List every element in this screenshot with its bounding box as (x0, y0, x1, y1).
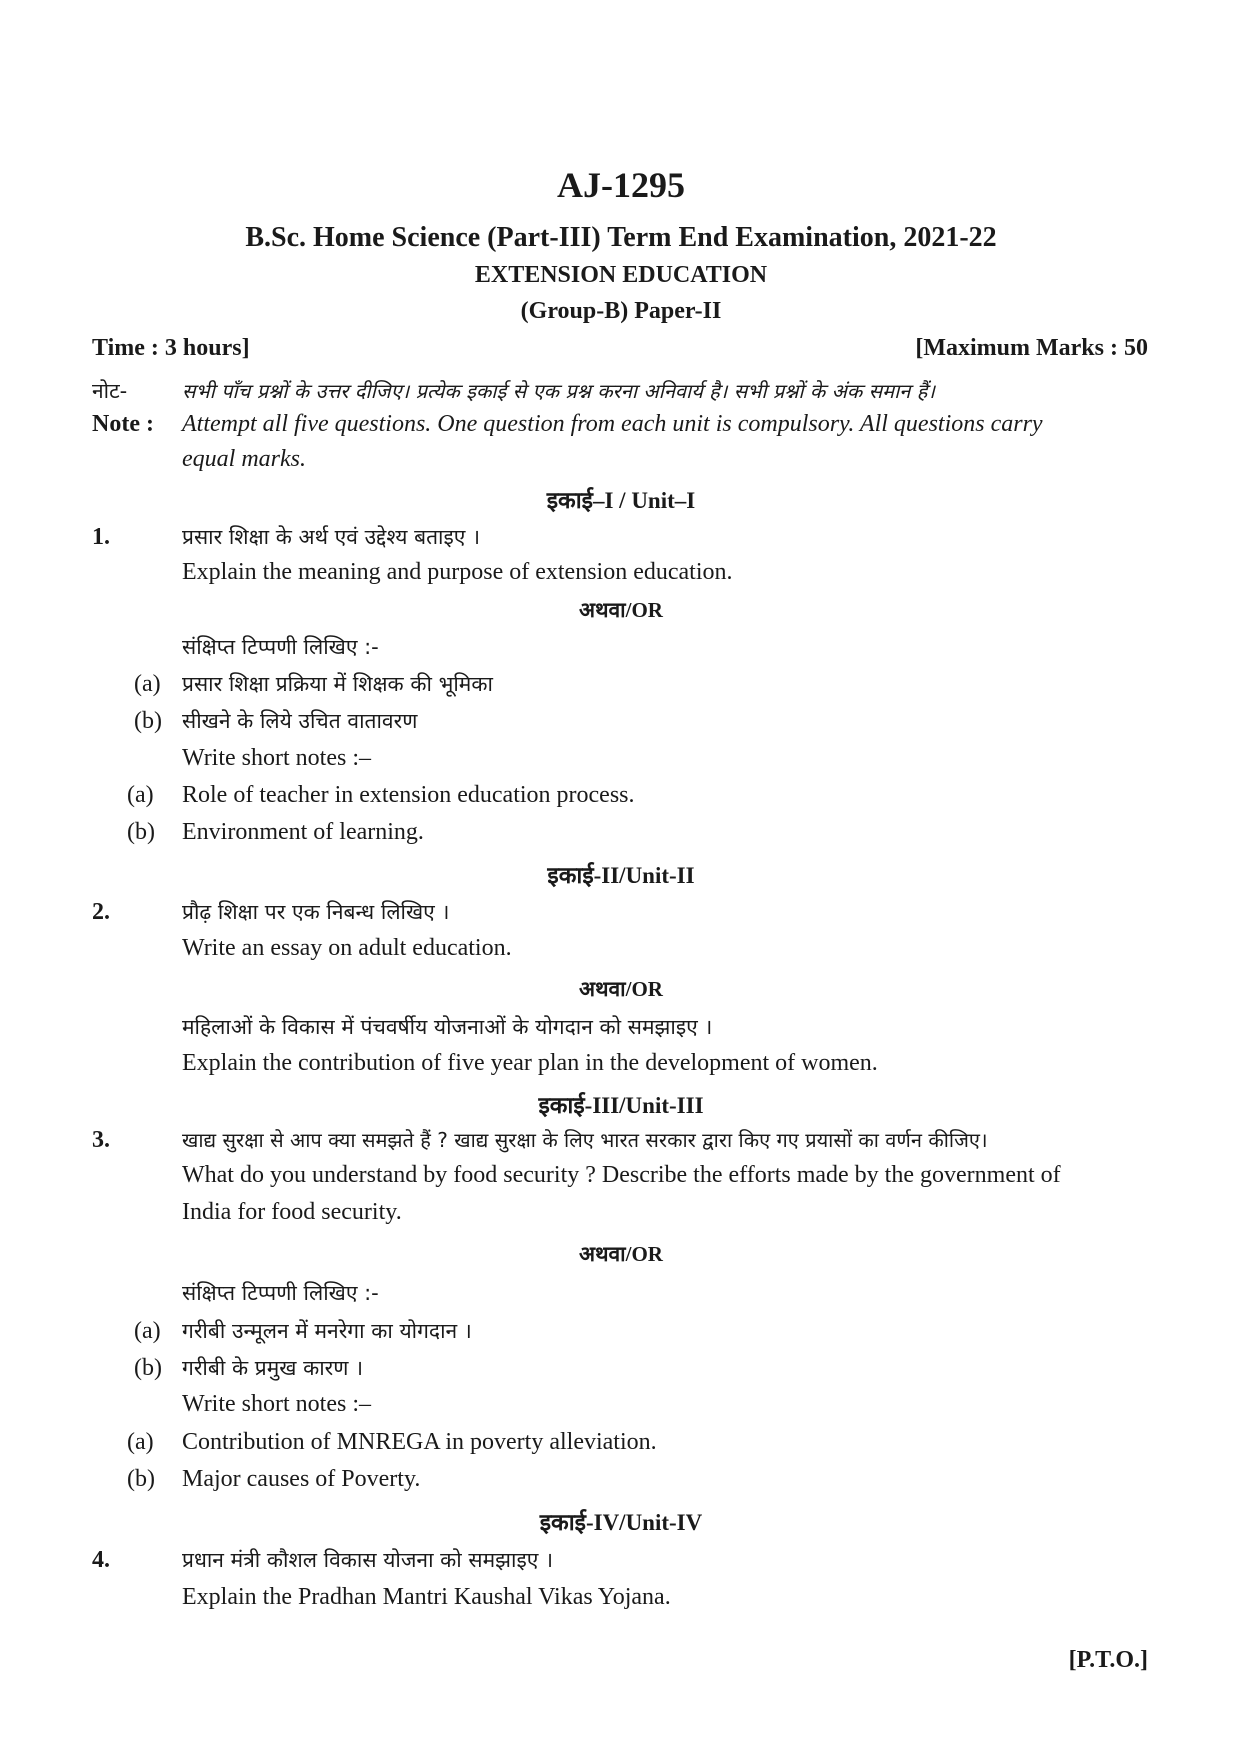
paper-code: AJ-1295 (557, 165, 685, 205)
english-note-line-2: equal marks. (182, 446, 306, 472)
maximum-marks: [Maximum Marks : 50 (915, 335, 1148, 361)
paper-title: (Group-B) Paper-II (520, 298, 722, 324)
question-3-alt-b-label-hindi: (b) (134, 1355, 162, 1381)
unit-2-heading: इकाई-II/Unit-II (547, 863, 695, 888)
question-3-alt-intro-hindi: संक्षिप्त टिप्पणी लिखिए :- (182, 1281, 379, 1305)
question-1-alt-a-label-hindi: (a) (134, 671, 161, 697)
question-4-hindi: प्रधान मंत्री कौशल विकास योजना को समझाइए । (182, 1548, 554, 1572)
unit-2-or: अथवा/OR (579, 977, 663, 1001)
unit-3-heading: इकाई-III/Unit-III (538, 1093, 704, 1118)
question-3-alt-intro-english: Write short notes :– (182, 1391, 371, 1417)
question-4-english: Explain the Pradhan Mantri Kaushal Vikas Yojana. (182, 1584, 671, 1610)
hindi-note-text: सभी पाँच प्रश्नों के उत्तर दीजिए। प्रत्येक इकाई से एक प्रश्न करना अनिवार्य है। सभी प्रश्नों के अंक समान हैं। (182, 379, 935, 403)
question-3-hindi: खाद्य सुरक्षा से आप क्या समझते हैं ? खाद्य सुरक्षा के लिए भारत सरकार द्वारा किए गए प्रयासों का वर्णन कीजिए। (182, 1128, 988, 1152)
question-1-english: Explain the meaning and purpose of extension education. (182, 559, 733, 585)
subject-title: EXTENSION EDUCATION (474, 262, 768, 288)
question-1-alt-intro-hindi: संक्षिप्त टिप्पणी लिखिए :- (182, 635, 379, 659)
question-3-alt-a-hindi: गरीबी उन्मूलन में मनरेगा का योगदान । (182, 1319, 472, 1343)
time-allowed: Time : 3 hours] (92, 335, 250, 361)
question-1-alt-a-english: Role of teacher in extension education process. (182, 782, 635, 808)
question-1-alt-a-hindi: प्रसार शिक्षा प्रक्रिया में शिक्षक की भूमिका (182, 672, 493, 696)
question-2-alt-hindi: महिलाओं के विकास में पंचवर्षीय योजनाओं के योगदान को समझाइए । (182, 1015, 713, 1039)
english-note-line-1: Attempt all five questions. One question from each unit is compulsory. All questions carry (182, 411, 1043, 437)
question-4-number: 4. (92, 1547, 110, 1573)
question-3-english-line-1: What do you understand by food security ? Describe the efforts made by the government of (182, 1162, 1061, 1188)
question-1-alt-b-hindi: सीखने के लिये उचित वातावरण (182, 709, 418, 733)
question-3-english-line-2: India for food security. (182, 1199, 402, 1225)
question-3-alt-a-english: Contribution of MNREGA in poverty alleviation. (182, 1429, 657, 1455)
question-3-alt-b-english: Major causes of Poverty. (182, 1466, 421, 1492)
question-3-number: 3. (92, 1127, 110, 1153)
question-2-number: 2. (92, 899, 110, 925)
unit-3-or: अथवा/OR (579, 1242, 663, 1266)
question-3-alt-a-label: (a) (127, 1429, 154, 1455)
question-2-alt-english: Explain the contribution of five year plan in the development of women. (182, 1050, 878, 1076)
exam-title: B.Sc. Home Science (Part-III) Term End Examination, 2021-22 (245, 222, 997, 253)
question-1-alt-b-label-hindi: (b) (134, 708, 162, 734)
english-note-label: Note : (92, 411, 154, 437)
question-2-english: Write an essay on adult education. (182, 935, 512, 961)
please-turn-over: [P.T.O.] (1068, 1647, 1148, 1673)
unit-4-heading: इकाई-IV/Unit-IV (539, 1510, 703, 1535)
question-1-alt-b-english: Environment of learning. (182, 819, 424, 845)
question-3-alt-b-label: (b) (127, 1466, 155, 1492)
question-1-alt-a-label: (a) (127, 782, 154, 808)
question-1-number: 1. (92, 524, 110, 550)
hindi-note-label: नोट- (92, 379, 128, 403)
question-1-alt-b-label: (b) (127, 819, 155, 845)
question-3-alt-a-label-hindi: (a) (134, 1318, 161, 1344)
question-1-alt-intro-english: Write short notes :– (182, 745, 371, 771)
question-3-alt-b-hindi: गरीबी के प्रमुख कारण । (182, 1356, 364, 1380)
question-2-hindi: प्रौढ़ शिक्षा पर एक निबन्ध लिखिए । (182, 900, 450, 924)
question-1-hindi: प्रसार शिक्षा के अर्थ एवं उद्देश्य बताइए । (182, 525, 481, 549)
unit-1-or: अथवा/OR (579, 598, 663, 622)
unit-1-heading: इकाई–I / Unit–I (546, 488, 696, 513)
